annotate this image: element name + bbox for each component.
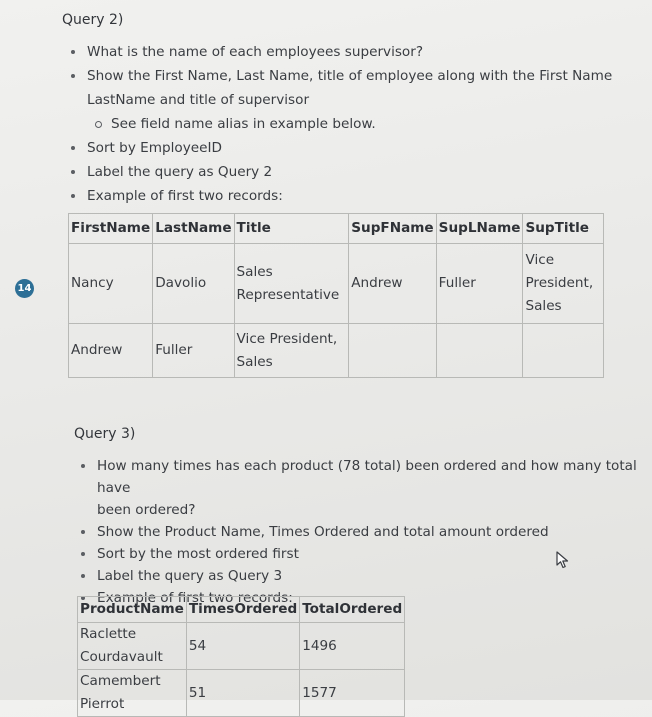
list-item: Sort by the most ordered first xyxy=(97,543,652,565)
list-item: Example of first two records: xyxy=(97,587,652,609)
bullet-icon xyxy=(71,50,75,54)
table-cell: Andrew xyxy=(69,324,153,378)
bullet-icon xyxy=(81,530,85,534)
list-item: Show the Product Name, Times Ordered and total amount ordered xyxy=(97,521,652,543)
table-cell: 1577 xyxy=(300,670,405,717)
table-row xyxy=(78,670,405,717)
table-cell: Vice President, Sales xyxy=(234,324,349,378)
table-row xyxy=(69,324,604,378)
bullet-icon xyxy=(71,74,75,78)
column-header: SupLName xyxy=(436,214,523,244)
list-item: What is the name of each employees supervisor? xyxy=(87,40,647,64)
query2-heading: Query 2) xyxy=(62,12,124,28)
list-item: Example of first two records: xyxy=(87,184,647,208)
table-cell: Nancy xyxy=(69,244,153,324)
table-header-row xyxy=(69,214,604,244)
list-item: Label the query as Query 3 xyxy=(97,565,652,587)
column-header: FirstName xyxy=(69,214,153,244)
table-row xyxy=(69,244,604,324)
list-item-continuation: LastName and title of supervisor xyxy=(87,92,310,108)
bullet-icon xyxy=(81,552,85,556)
table-cell: 1496 xyxy=(300,623,405,670)
table-cell: Camembert Pierrot xyxy=(78,670,187,717)
column-header: Title xyxy=(234,214,349,244)
list-item: Show the First Name, Last Name, title of employee along with the First Name xyxy=(87,64,647,88)
table-cell: 54 xyxy=(186,623,299,670)
table-cell: Raclette Courdavault xyxy=(78,623,187,670)
bullet-icon xyxy=(95,121,102,128)
table-row xyxy=(78,623,405,670)
bullet-icon xyxy=(71,194,75,198)
table-cell: Fuller xyxy=(153,324,234,378)
query2-bullet-list xyxy=(87,40,647,208)
list-item-continuation: been ordered? xyxy=(97,502,196,518)
table-cell xyxy=(349,324,436,378)
column-header: TotalOrdered xyxy=(300,597,405,623)
table-cell: 51 xyxy=(186,670,299,717)
list-item: Sort by EmployeeID xyxy=(87,136,647,160)
mouse-pointer-icon xyxy=(556,551,570,573)
table-cell: Vice President, Sales xyxy=(523,244,604,324)
page-number-badge: 14 xyxy=(15,279,34,298)
column-header: TimesOrdered xyxy=(186,597,299,623)
column-header: SupTitle xyxy=(523,214,604,244)
bullet-icon xyxy=(81,574,85,578)
query3-heading: Query 3) xyxy=(74,426,136,442)
table-cell: Andrew xyxy=(349,244,436,324)
query3-bullet-list xyxy=(97,455,652,609)
list-item: Label the query as Query 2 xyxy=(87,160,647,184)
column-header: ProductName xyxy=(78,597,187,623)
table-cell xyxy=(523,324,604,378)
bullet-icon xyxy=(81,464,85,468)
table-cell: Sales Representative xyxy=(234,244,349,324)
list-item: How many times has each product (78 total) been ordered and how many total have xyxy=(97,455,652,499)
table-header-row xyxy=(78,597,405,623)
bullet-icon xyxy=(71,170,75,174)
column-header: LastName xyxy=(153,214,234,244)
table-cell xyxy=(436,324,523,378)
bullet-icon xyxy=(71,146,75,150)
table-cell: Davolio xyxy=(153,244,234,324)
list-item: See field name alias in example below. xyxy=(111,112,647,136)
table-cell: Fuller xyxy=(436,244,523,324)
query2-example-table xyxy=(68,213,604,378)
query3-example-table xyxy=(77,596,405,717)
column-header: SupFName xyxy=(349,214,436,244)
